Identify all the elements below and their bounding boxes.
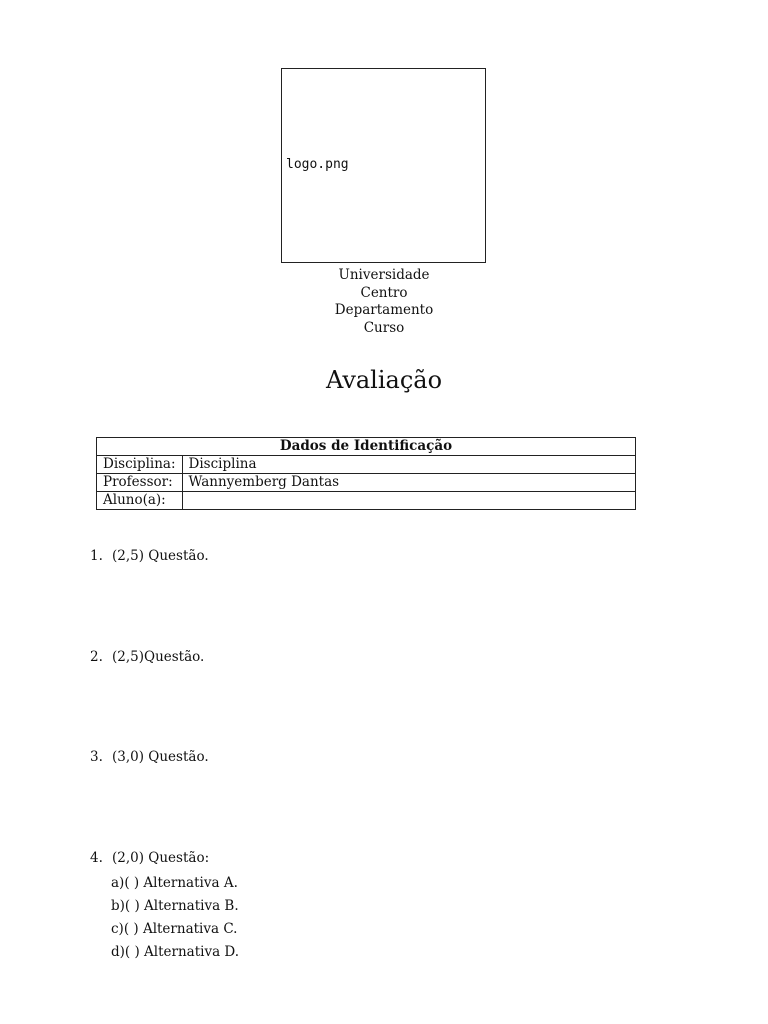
student-label: Aluno(a): (97, 492, 183, 510)
question-1 (90, 547, 209, 565)
table-row (97, 474, 636, 492)
question-4 (90, 849, 209, 867)
page-title: Avaliação (325, 366, 443, 394)
course-name: Curso (363, 319, 405, 336)
institution-block (0, 267, 768, 337)
university-name: Universidade (338, 267, 430, 283)
question-text: (3,0) Questão. (112, 749, 209, 765)
table-row (97, 456, 636, 474)
question-number: 3. (90, 749, 103, 765)
center-name: Centro (360, 284, 408, 301)
question-2 (90, 648, 204, 666)
discipline-value: Disciplina (182, 456, 635, 474)
logo-placeholder (281, 68, 486, 263)
logo-filename: logo.png (286, 157, 349, 172)
question-number: 4. (90, 850, 103, 866)
identification-table (96, 437, 636, 510)
identification-header-row (97, 438, 636, 456)
identification-header: Dados de Identificação (97, 438, 636, 456)
question-text: (2,5)Questão. (112, 649, 205, 665)
alternatives-list (111, 872, 239, 964)
discipline-label: Disciplina: (97, 456, 183, 474)
student-value[interactable] (182, 492, 635, 510)
question-text: (2,0) Questão: (112, 850, 210, 866)
alternative-d[interactable]: d)( ) Alternativa D. (111, 944, 240, 960)
department-name: Departamento (334, 302, 434, 318)
professor-label: Professor: (97, 474, 183, 492)
professor-value: Wannyemberg Dantas (182, 474, 635, 492)
question-text: (2,5) Questão. (112, 548, 209, 564)
table-row (97, 492, 636, 510)
question-number: 1. (90, 548, 103, 564)
alternative-c[interactable]: c)( ) Alternativa C. (111, 921, 238, 937)
alternative-a[interactable]: a)( ) Alternativa A. (111, 875, 238, 891)
question-number: 2. (90, 649, 103, 665)
alternative-b[interactable]: b)( ) Alternativa B. (111, 898, 239, 914)
question-3 (90, 748, 209, 766)
